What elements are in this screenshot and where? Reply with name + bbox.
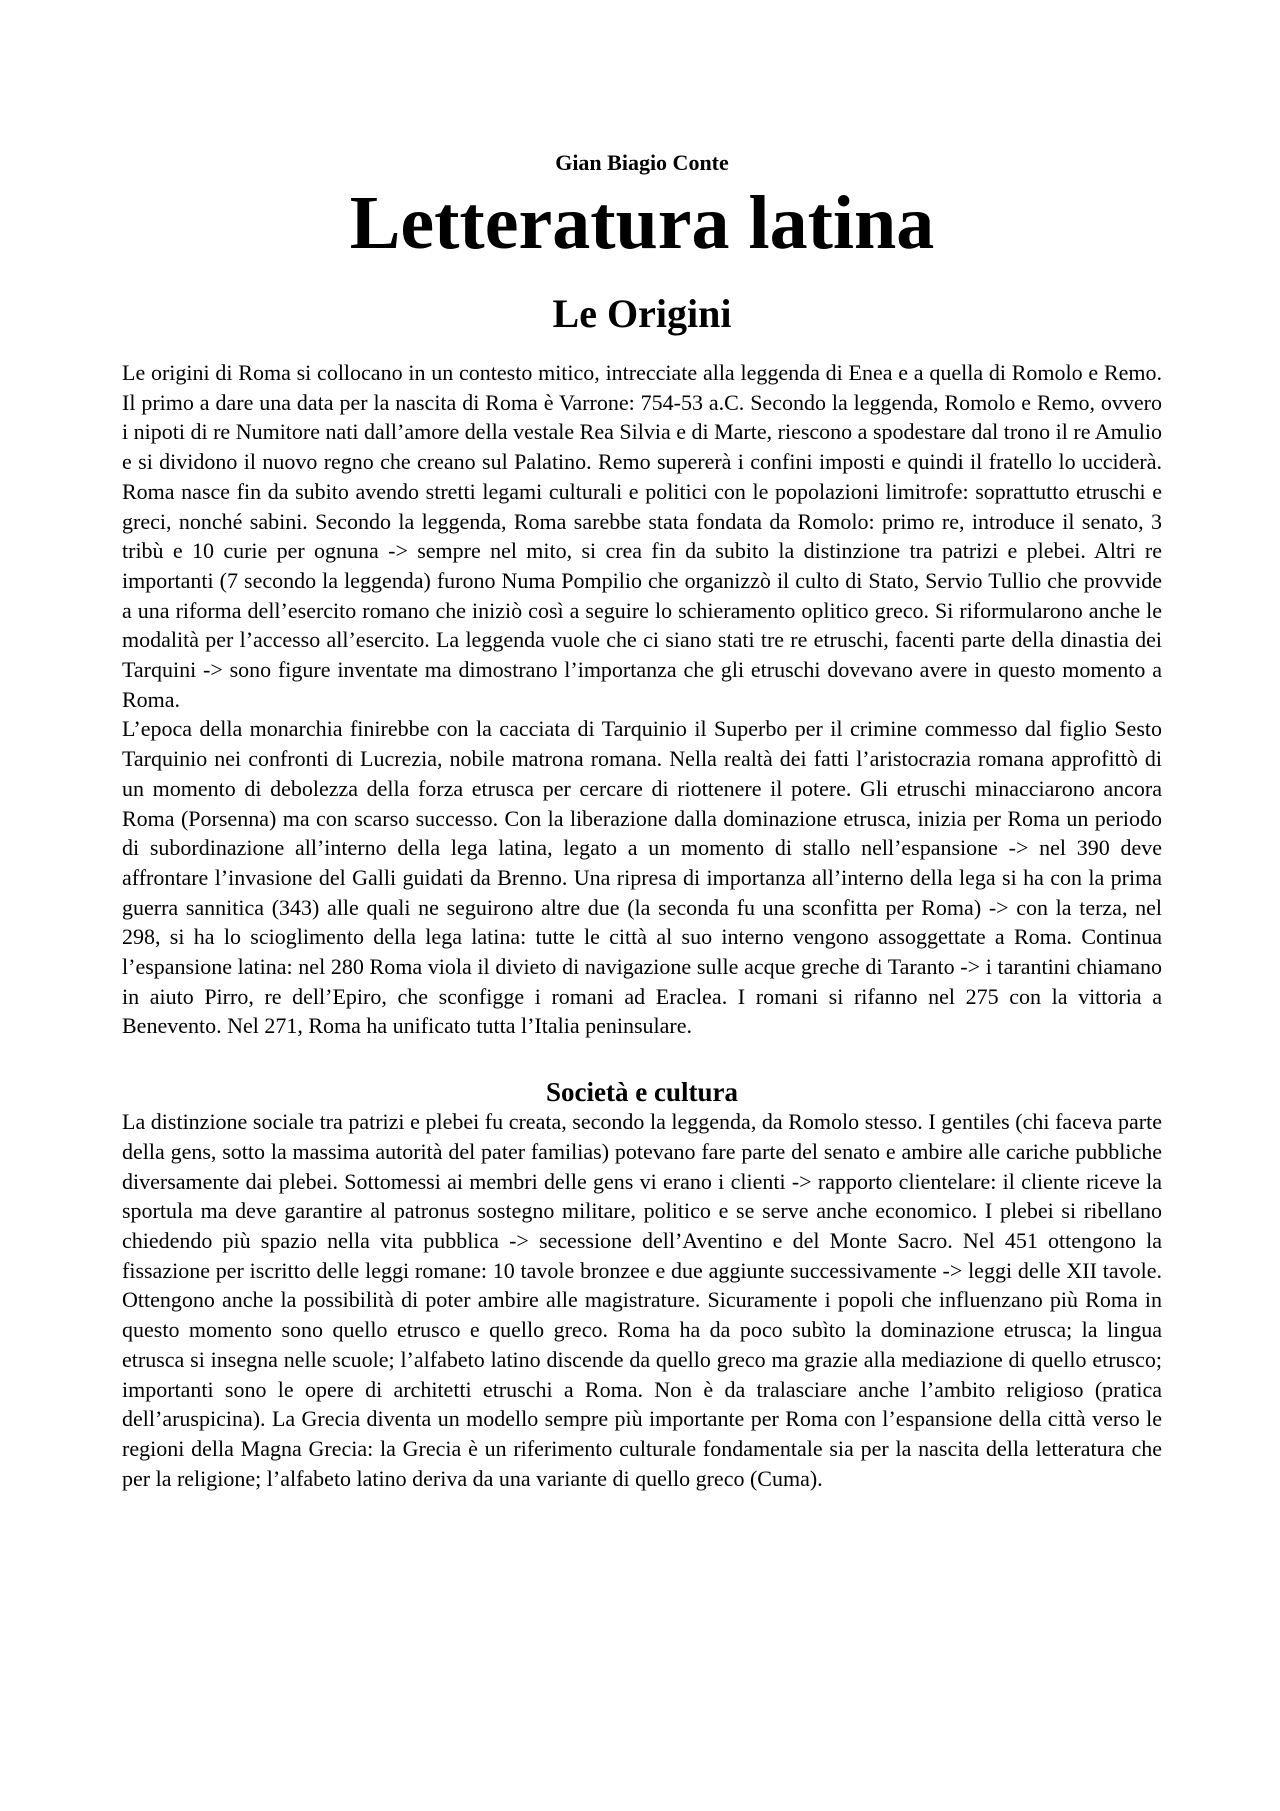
paragraph-origini-1: Le origini di Roma si collocano in un contesto mitico, intrecciate alla leggenda di Enea e a quella di Romolo e Remo. Il primo a dare una data per la nascita di Roma è Varrone: 754-53 a.C. Secondo la leggenda, Romolo e Remo, ovvero i nipoti di re Numitore nati dall’amore della vestale Rea Silvia e di Marte, riescono a spodestare dal trono il re Amulio e si dividono il nuovo regno che creano sul Palatino. Remo supererà i confini imposti e quindi il fratello lo ucciderà. Roma nasce fin da subito avendo stretti legami culturali e politici con le popolazioni limitrofe: soprattutto etruschi e greci, nonché sabini. Secondo la leggenda, Roma sarebbe stata fondata da Romolo: primo re, introduce il senato, 3 tribù e 10 curie per ognuna -> sempre nel mito, si crea fin da subito la distinzione tra patrizi e plebei. Altri re importanti (7 secondo la leggenda) furono Numa Pompilio che organizzò il culto di Stato, Servio Tullio che provvide a una riforma dell’esercito romano che iniziò così a seguire lo schieramento oplitico greco. Si riformularono anche le modalità per l’accesso all’esercito. La leggenda vuole che ci siano stati tre re etruschi, facenti parte della dinastia dei Tarquini -> sono figure inventate ma dimostrano l’importanza che gli etruschi dovevano avere in questo momento a Roma. [122,360,1162,712]
paragraph-societa-1: La distinzione sociale tra patrizi e plebei fu creata, secondo la leggenda, da Romolo stesso. I gentiles (chi faceva parte della gens, sotto la massima autorità del pater familias) potevano fare parte del senato e ambire alle cariche pubbliche diversamente dai plebei. Sottomessi ai membri delle gens vi erano i clienti -> rapporto clientelare: il cliente riceve la sportula ma deve garantire al patronus sostegno militare, politico e se serve anche economico. I plebei si ribellano chiedendo più spazio nella vita pubblica -> secessione dell’Aventino e del Monte Sacro. Nel 451 ottengono la fissazione per iscritto delle leggi romane: 10 tavole bronzee e due aggiunte successivamente -> leggi delle XII tavole. Ottengono anche la possibilità di poter ambire alle magistrature. Sicuramente i popoli che influenzano più Roma in questo momento sono quello etrusco e quello greco. Roma ha da poco subìto la dominazione etrusca; la lingua etrusca si insegna nelle scuole; l’alfabeto latino discende da quello greco ma grazie alla mediazione di quello etrusco; importanti sono le opere di architetti etruschi a Roma. Non è da tralasciare anche l’ambito religioso (pratica dell’aruspicina). La Grecia diventa un modello sempre più importante per Roma con l’espansione della città verso le regioni della Magna Grecia: la Grecia è un riferimento culturale fondamentale sia per la nascita della letteratura che per la religione; l’alfabeto latino deriva da una variante di quello greco (Cuma). [122,1109,1162,1491]
chapter-heading: Le Origini [552,291,732,336]
section-heading: Società e cultura [546,1077,738,1108]
author-name: Gian Biagio Conte [555,150,729,175]
document-title: Letteratura latina [349,181,935,265]
paragraph-origini-2: L’epoca della monarchia finirebbe con la cacciata di Tarquinio il Superbo per il crimine commesso dal figlio Sesto Tarquinio nei confronti di Lucrezia, nobile matrona romana. Nella realtà dei fatti l’aristocrazia romana approfittò di un momento di debolezza della forza etrusca per cercare di riottenere il potere. Gli etruschi minacciarono ancora Roma (Porsenna) ma con scarso successo. Con la liberazione dalla dominazione etrusca, inizia per Roma un periodo di subordinazione all’interno della lega latina, legato a un momento di stallo nell’espansione -> nel 390 deve affrontare l’invasione del Galli guidati da Brenno. Una ripresa di importanza all’interno della lega si ha con la prima guerra sannitica (343) alle quali ne seguirono altre due (la seconda fu una sconfitta per Roma) -> con la terza, nel 298, si ha lo scioglimento della lega latina: tutte le città al suo interno vengono assoggettate a Roma. Continua l’espansione latina: nel 280 Roma viola il divieto di navigazione sulle acque greche di Taranto -> i tarantini chiamano in aiuto Pirro, re dell’Epiro, che sconfigge i romani ad Eraclea. I romani si rifanno nel 275 con la vittoria a Benevento. Nel 271, Roma ha unificato tutta l’Italia peninsulare. [122,716,1162,1039]
document-page [122,150,1162,1493]
